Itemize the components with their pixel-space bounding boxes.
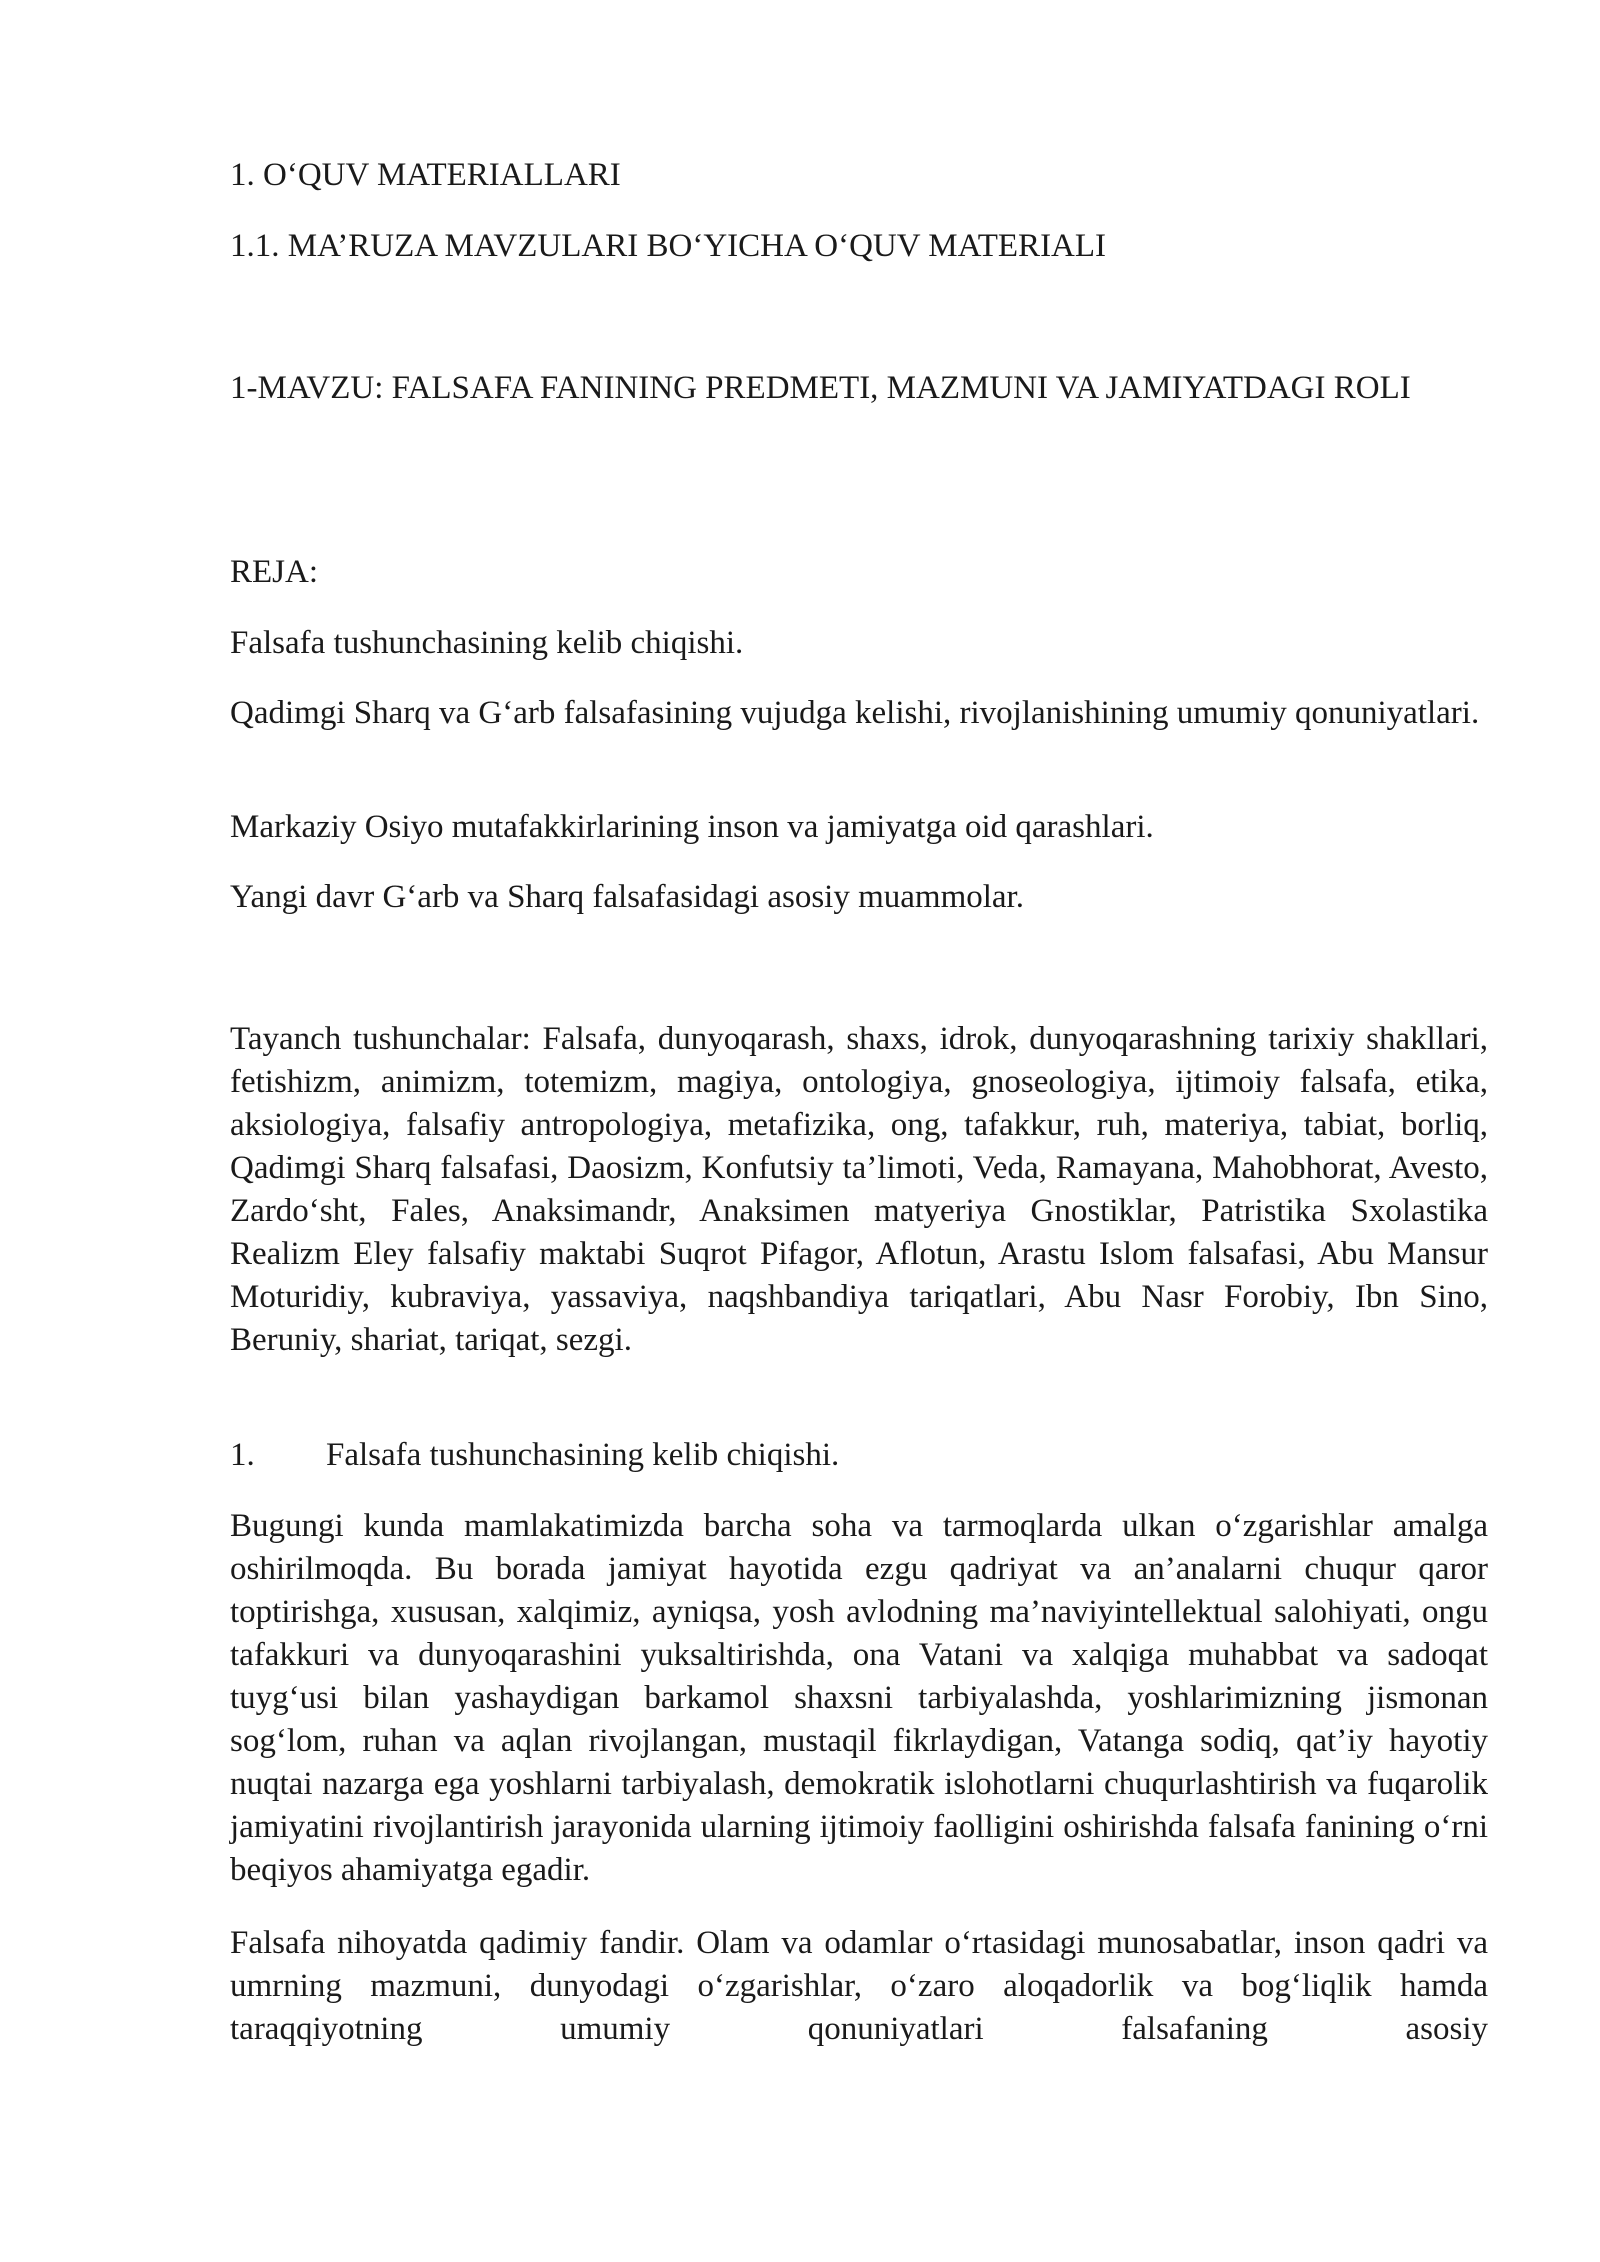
plan-item: Falsafa tushunchasining kelib chiqishi. bbox=[230, 625, 744, 661]
subsection-heading: 1.1. MA’RUZA MAVZULARI BO‘YICHA O‘QUV MATERIALI bbox=[230, 228, 1107, 264]
body-paragraph: Falsafa nihoyatda qadimiy fandir. Olam va odamlar o‘rtasidagi munosabatlar, inson qadri va umrning mazmuni, dunyodagi o‘zgarishlar, o‘zaro aloqadorlik va bog‘liqlik hamda taraqqiyotning umumiy qonuniyatlari falsafaning asosiy bbox=[230, 1925, 1488, 2047]
plan-item: Markaziy Osiyo mutafakkirlarining inson va jamiyatga oid qarashlari. bbox=[230, 809, 1154, 845]
plan-item: Qadimgi Sharq va G‘arb falsafasining vujudga kelishi, rivojlanishining umumiy qonuniyatlari. bbox=[230, 695, 1480, 731]
body-paragraph: Bugungi kunda mamlakatimizda barcha soha va tarmoqlarda ulkan o‘zgarishlar amalga oshirilmoqda. Bu borada jamiyat hayotida ezgu qadriyat va an’analarni chuqur qaror toptirishga, xususan, xalqimiz, ayniqsa, yosh avlodning ma’naviyintellektual salohiyati, ongu tafakkuri va dunyoqarashini yuksaltirishda, ona Vatani va xalqiga muhabbat va sadoqat tuyg‘usi bilan yashaydigan barkamol shaxsni tarbiyalashda, yoshlarimizning jismonan sog‘lom, ruhan va aqlan rivojlangan, mustaqil fikrlaydigan, Vatanga sodiq, qat’iy hayotiy nuqtai nazarga ega yoshlarni tarbiyalash, demokratik islohotlarni chuqurlashtirish va fuqarolik jamiyatini rivojlantirish jarayonida ularning ijtimoiy faolligini oshirishda falsafa fanining o‘rni beqiyos ahamiyatga egadir. bbox=[230, 1508, 1488, 1888]
section-title-text: Falsafa tushunchasining kelib chiqishi. bbox=[326, 1437, 840, 1473]
key-concepts-paragraph: Tayanch tushunchalar: Falsafa, dunyoqarash, shaxs, idrok, dunyoqarashning tarixiy shakllari, fetishizm, animizm, totemizm, magiya, ontologiya, gnoseologiya, ijtimoiy falsafa, etika, aksiologiya, falsafiy antropologiya, metafizika, ong, tafakkur, ruh, materiya, tabiat, borliq, Qadimgi Sharq falsafasi, Daosizm, Konfutsiy ta’limoti, Veda, Ramayana, Mahobhorat, Avesto, Zardo‘sht, Fales, Anaksimandr, Anaksimen matyeriya Gnostiklar, Patristika Sxolastika Realizm Eley falsafiy maktabi Suqrot Pifagor, Aflotun, Arastu Islom falsafasi, Abu Mansur Moturidiy, kubraviya, yassaviya, naqshbandiya tariqatlari, Abu Nasr Forobiy, Ibn Sino, Beruniy, shariat, tariqat, sezgi. bbox=[230, 1021, 1488, 1358]
section-heading: 1. O‘QUV MATERIALLARI bbox=[230, 157, 621, 193]
section-number: 1. bbox=[230, 1437, 255, 1473]
topic-title: 1-MAVZU: FALSAFA FANINING PREDMETI, MAZMUNI VA JAMIYATDAGI ROLI bbox=[230, 370, 1411, 406]
numbered-section-title bbox=[230, 1434, 839, 1477]
plan-item: Yangi davr G‘arb va Sharq falsafasidagi asosiy muammolar. bbox=[230, 879, 1024, 915]
plan-label: REJA: bbox=[230, 554, 319, 590]
